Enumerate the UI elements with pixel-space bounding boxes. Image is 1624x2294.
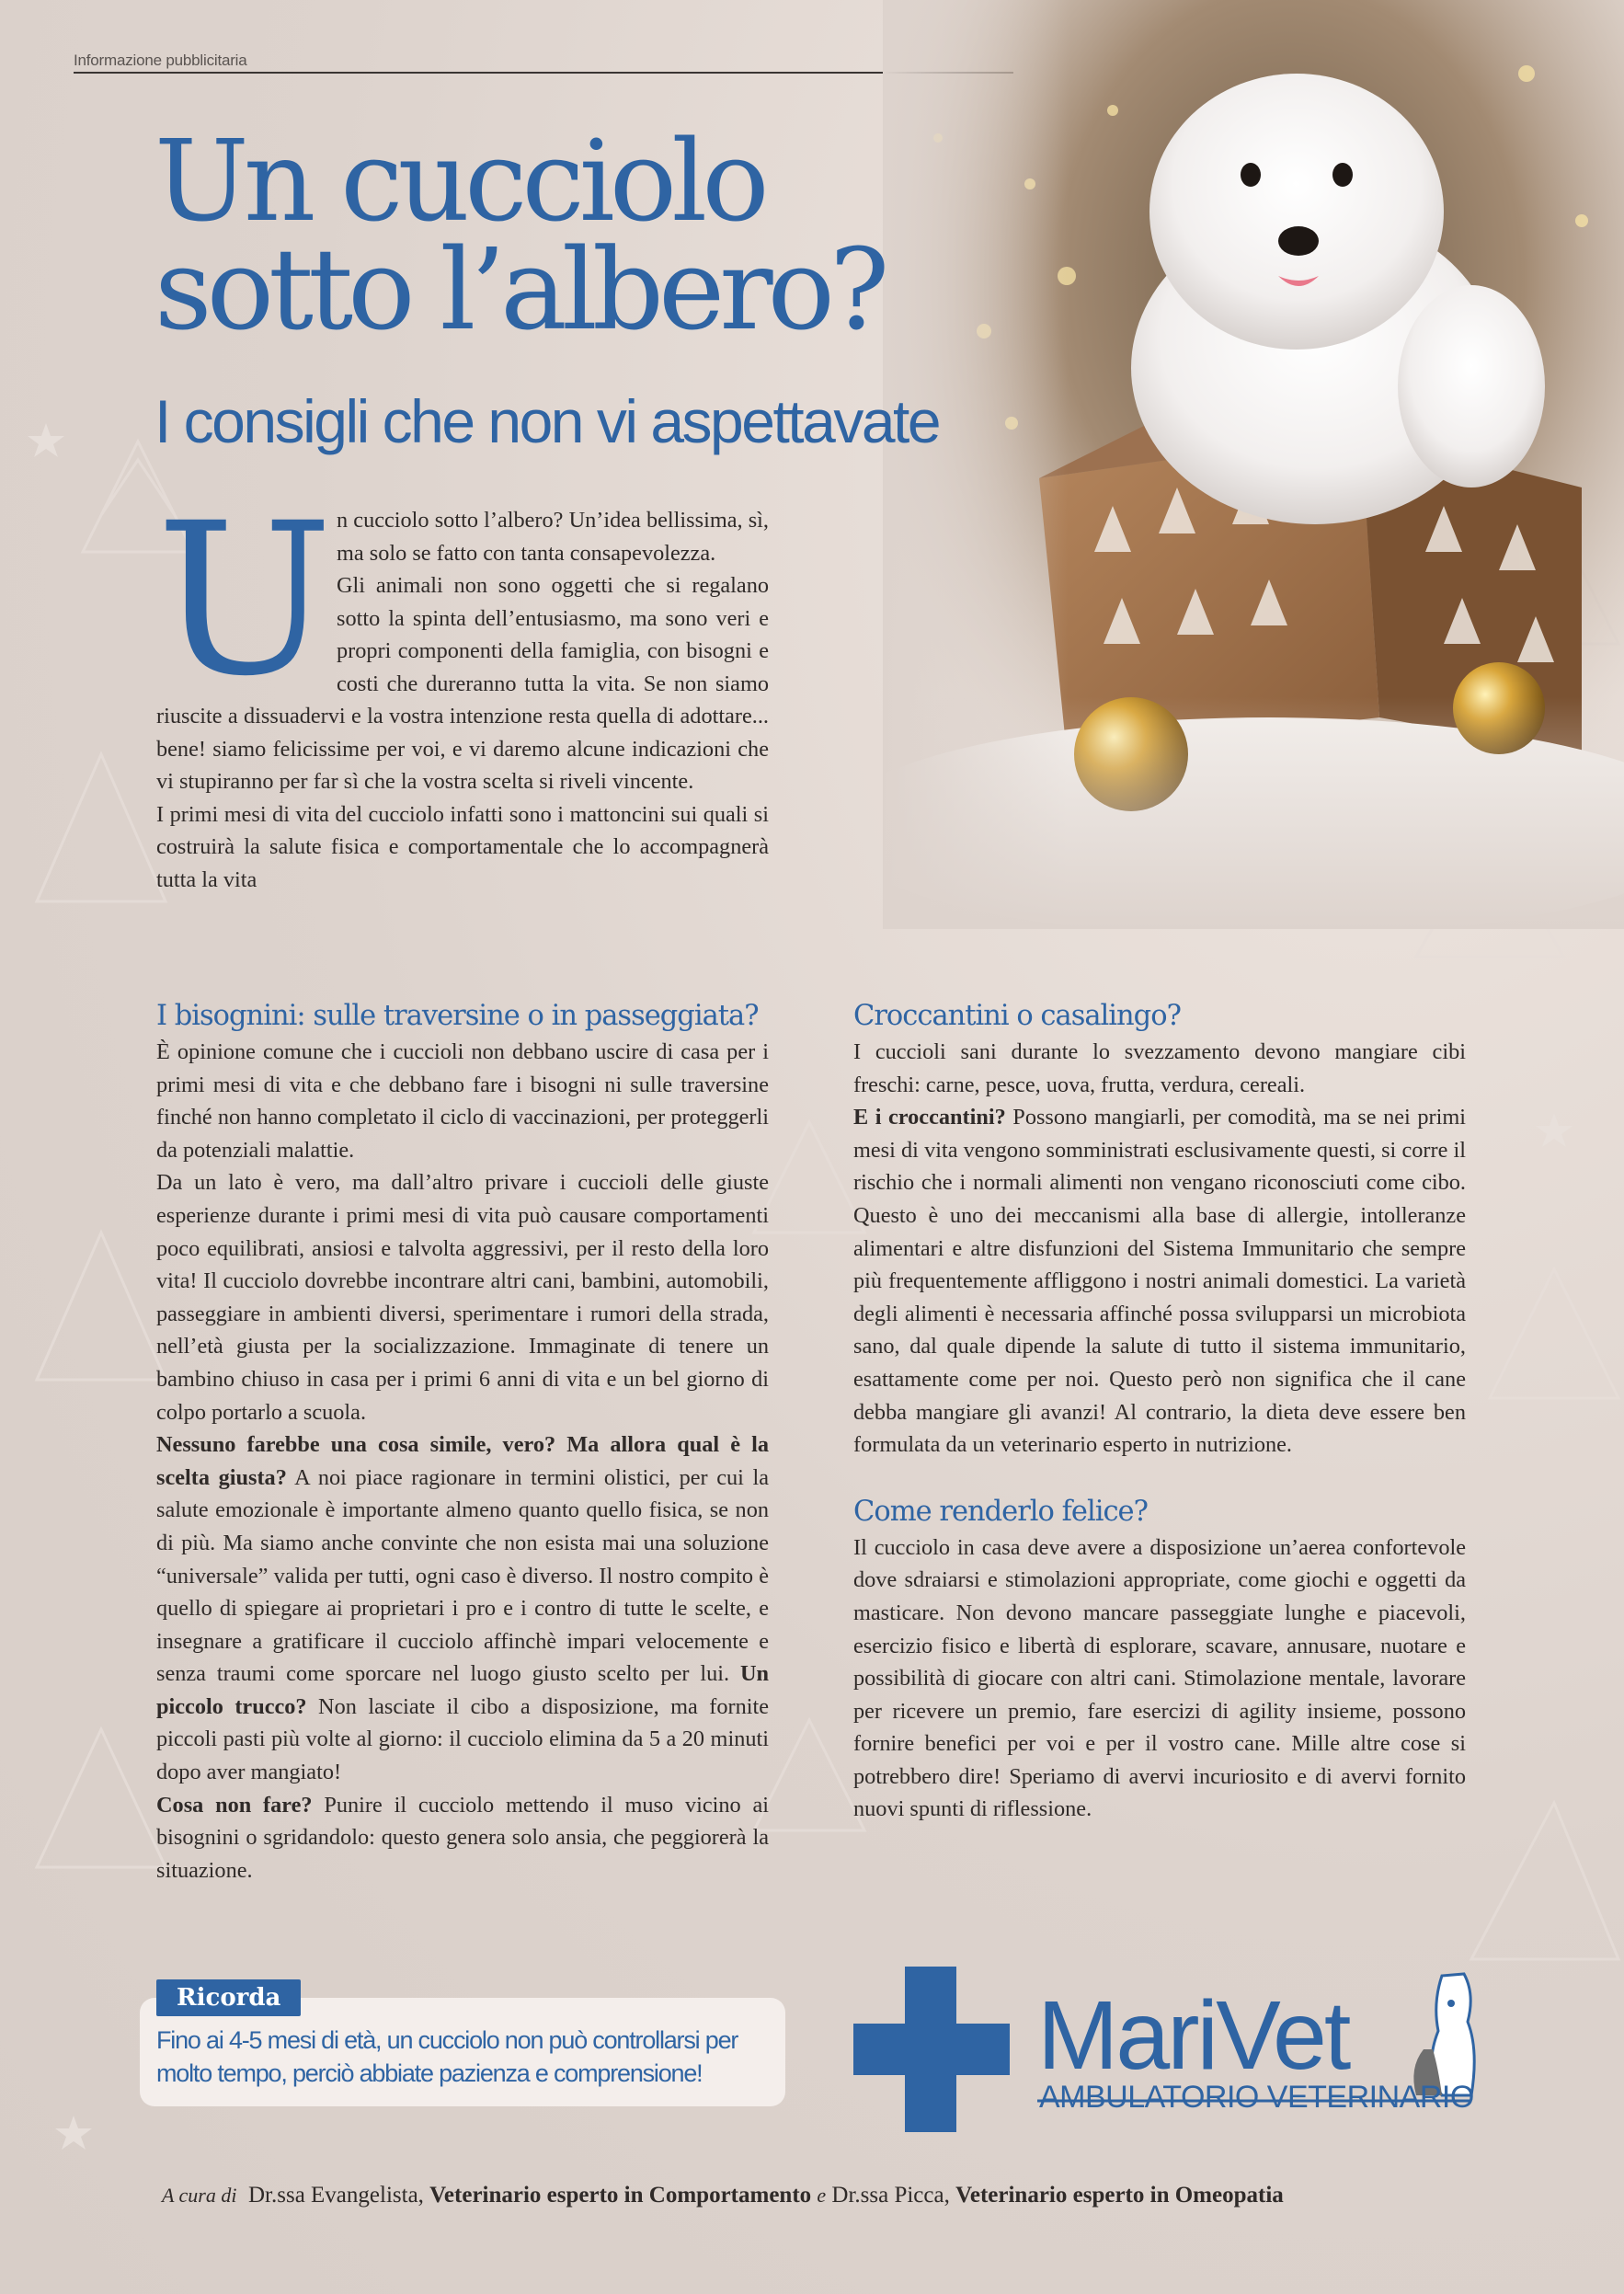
credits-prefix: A cura di: [162, 2184, 237, 2207]
section3-p1: Il cucciolo in casa deve avere a disposizione un’aerea confortevole dove sdraiarsi e stimolazioni appropriate, come giochi e oggetti da masticare. Non devono mancare passeggiate lunghe e piacevoli, esercizio fisico e libertà di esplorare, scavare, annusare, nuotare e possibilità di giocare con altri cani. Stimolazione mentale, lavorare per ricevere un premio, fare esercizi di agility insieme, possono fornire benefici per voi e per il vostro cane. Mille altre cose si potrebbero dire! Speriamo di avervi incuriosito e di avervi fornito nuovi spunti di riflessione.: [853, 1534, 1466, 1822]
credits-author1: Dr.ssa Evangelista,: [247, 2183, 424, 2208]
credits-role2: Veterinario esperto in Omeopatia: [955, 2183, 1284, 2208]
section1-p4-text: Punire il cucciolo mettendo il muso vicino ai bisognini o sgridandolo: questo genera solo ansia, che peggiorerà la situazione.: [156, 1792, 769, 1883]
column-right: [853, 999, 1466, 1826]
intro-paragraphs: [156, 477, 769, 896]
puppy-gift-photo: [883, 0, 1624, 929]
section-spacer: [853, 1462, 1466, 1495]
article-subtitle: I consigli che non vi aspettavate: [154, 387, 940, 455]
section2-p2: [853, 1101, 1466, 1462]
dog-cat-icon: [1413, 1974, 1474, 2095]
section1-p3-bold2: Un piccolo trucco?: [156, 1661, 769, 1719]
advertising-label: Informazione pubblicitaria: [74, 52, 247, 69]
section2-p2-text: Possono mangiarli, per comodità, ma se nei primi mesi di vita vengono somministrati esclusivamente questi, si corre il rischio che i normali alimenti non vengano riconosciuti come cibo. Questo è uno dei meccanismi alla base di allergie, intolleranze alimentari e altre disfunzioni del Sistema Immunitario che sempre più frequentemente affliggono i nostri animali domestici. La varietà degli alimenti è necessaria affinché possa svilupparsi un microbiota sano, dal quale dipende la salute di tutto il sistema immunitario, esattamente come per noi. Questo però non significa che il cane debba mangiare gli avanzi! Al contrario, la dieta deve essere ben formulata da un veterinario esperto in nutrizione.: [853, 1105, 1466, 1458]
intro-p3: I primi mesi di vita del cucciolo infatti sono i mattoncini sui quali si costruirà la salute fisica e comportamentale che lo accompagnerà tutta la vita: [156, 801, 769, 892]
author-credits: [162, 2180, 1468, 2211]
reminder-box: Fino ai 4-5 mesi di età, un cucciolo non può controllarsi per molto tempo, perciò abbiate pazienza e comprensione!: [140, 1998, 785, 2106]
section-heading-felice: Come renderlo felice?: [853, 1495, 1148, 1528]
credits-role1: Veterinario esperto in Comportamento: [429, 2183, 812, 2208]
article-title-line2: sotto l’albero?: [154, 224, 885, 355]
reminder-tag: Ricorda: [156, 1979, 301, 2016]
intro-p1: n cucciolo sotto l’albero? Un’idea bellissima, sì, ma solo se fatto con tanta consapevolezza.: [337, 508, 769, 566]
section2-p1: I cuccioli sani durante lo svezzamento devono mangiare cibi freschi: carne, pesce, uova, frutta, verdura, cereali.: [853, 1039, 1466, 1097]
drop-cap: U: [156, 477, 334, 722]
section1-p2: Da un lato è vero, ma dall’altro privare i cuccioli delle giuste esperienze durante i primi mesi di vita può causare comportamenti poco equilibrati, ansiosi e talvolta aggressivi, per il resto della loro vita! Il cucciolo dovrebbe incontrare altri cani, bambini, automobili, passeggiare in ambienti diversi, sperimentare i rumori della strada, nell’età giusta per la socializzazione. Immaginate di tenere un bambino chiuso in casa per i primi 6 anni di vita e un bel giorno di colpo portarlo a scuola.: [156, 1170, 769, 1425]
section1-p4-bold: Cosa non fare?: [156, 1792, 313, 1818]
logo-name: MariVet: [1037, 1981, 1349, 2090]
credits-joiner: e: [817, 2184, 827, 2207]
section-heading-bisognini: I bisognini: sulle traversine o in passeggiata?: [156, 1000, 759, 1032]
header-divider: [74, 72, 1013, 74]
section1-p3-bold: Nessuno farebbe una cosa simile, vero? Ma allora qual è la scelta giusta?: [156, 1432, 769, 1490]
article-title: [154, 116, 982, 355]
section-heading-croccantini: Croccantini o casalingo?: [853, 1000, 1181, 1032]
section1-p3-text: A noi piace ragionare in termini olistici, per cui la salute emozionale è importante almeno quanto quello fisica, se non di più. Ma siamo anche convinte che non esista mai una soluzione “universale” valida per tutti, ogni caso è diverso. Il nostro compito è quello di spiegare ai proprietari i pro e i contro di tutte le scelte, e insegnare a gratificare il cucciolo affinchè impari velocemente e senza traumi come sporcare nel luogo giusto scelto per lui.: [156, 1464, 769, 1687]
section2-p2-bold: E i croccantini?: [853, 1105, 1006, 1130]
section1-p4: [156, 1789, 769, 1887]
section1-p1: È opinione comune che i cuccioli non debbano uscire di casa per i primi mesi di vita e che debbano fare i bisogni ni sulle traversine finché non hanno completato il ciclo di vaccinazioni, per proteggerli da potenziali malattie.: [156, 1039, 769, 1163]
section1-p3-text2: Non lasciate il cibo a disposizione, ma fornite piccoli pasti più volte al giorno: il cucciolo elimina da 5 a 20 minuti dopo aver mangiato!: [156, 1693, 769, 1785]
intro-p2: Gli animali non sono oggetti che si regalano sotto la spinta dell’entusiasmo, ma sono veri e propri componenti della famiglia, con bisogni e costi che dureranno tutta la vita. Se non siamo riuscite a dissuadervi e la vostra intenzione resta quella di adottare... bene! siamo felicissime per voi, e vi daremo alcune indicazioni che vi stupiranno per far sì che la vostra scelta si riveli vincente.: [156, 573, 769, 794]
article-title-line1: Un cucciolo: [154, 116, 764, 247]
credits-author2: Dr.ssa Picca,: [831, 2183, 950, 2208]
section1-p3: [156, 1428, 769, 1789]
logo-subtitle: AMBULATORIO VETERINARIO: [1039, 2080, 1474, 2115]
column-left: [156, 999, 769, 1887]
